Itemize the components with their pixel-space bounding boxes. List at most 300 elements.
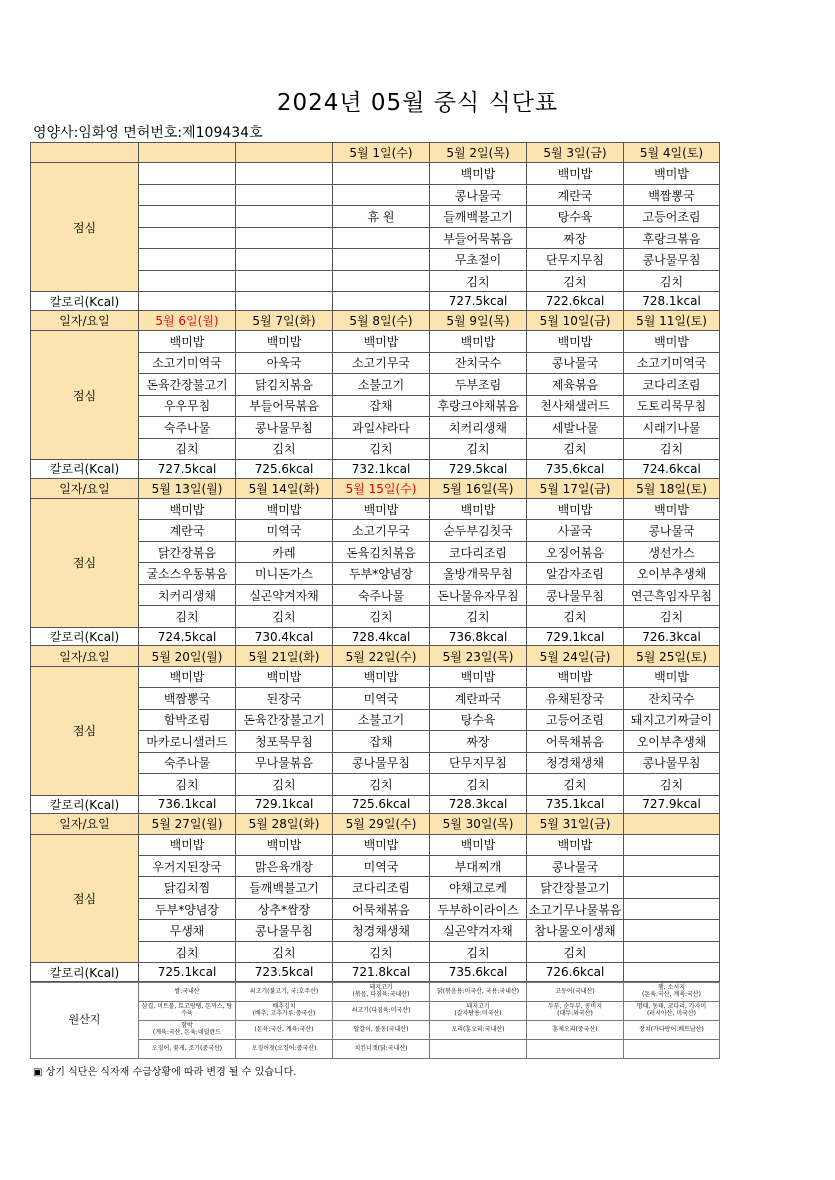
dish-cell: 단무지무침 [527, 249, 624, 270]
dish-cell: 콩나물무침 [624, 752, 720, 773]
dish-cell: 소고기무나물볶음 [527, 898, 624, 919]
dish-cell: 김치 [527, 438, 624, 459]
menu-table [30, 142, 720, 982]
dish-cell: 오징어볶음 [527, 541, 624, 562]
dish-cell: 김치 [236, 774, 333, 795]
dish-cell: 백미밥 [139, 498, 236, 519]
origin-row [31, 983, 720, 1002]
dish-cell: 김치 [624, 606, 720, 627]
dish-cell: 백미밥 [333, 666, 430, 687]
calorie-value: 725.6kcal [236, 460, 333, 478]
dish-cell: 백미밥 [527, 666, 624, 687]
dish-cell: 오이부추생채 [624, 731, 720, 752]
calorie-value: 725.6kcal [333, 795, 430, 813]
day-date: 5월 31일(금) [527, 814, 624, 834]
dish-cell: 무나물볶음 [236, 752, 333, 773]
dish-cell [139, 249, 236, 270]
dish-cell: 미역국 [236, 520, 333, 541]
dish-cell: 돈육간장불고기 [139, 374, 236, 395]
dish-cell: 된장국 [236, 688, 333, 709]
calorie-value: 725.1kcal [139, 963, 236, 982]
dish-cell: 천사채샐러드 [527, 395, 624, 416]
day-date: 5월 24일(금) [527, 646, 624, 666]
dish-cell [624, 856, 720, 877]
day-date: 5월 23일(목) [430, 646, 527, 666]
dish-cell: 백미밥 [333, 834, 430, 855]
calorie-value [236, 292, 333, 310]
origin-cell: 알갈이, 볼동(국내산) [333, 1021, 430, 1040]
dish-cell: 백미밥 [333, 498, 430, 519]
day-date [236, 143, 333, 163]
day-date: 5월 27일(월) [139, 814, 236, 834]
calorie-value: 724.6kcal [624, 460, 720, 478]
dish-cell: 닭김치볶음 [236, 374, 333, 395]
lunch-label: 점심 [31, 834, 139, 963]
calorie-value: 728.1kcal [624, 292, 720, 310]
calorie-value [139, 292, 236, 310]
week-header-row [31, 814, 720, 834]
dish-cell: 김치 [333, 606, 430, 627]
dish-cell: 소불고기 [333, 374, 430, 395]
dish-cell: 김치 [527, 270, 624, 291]
dish-cell: 어묵채볶음 [333, 898, 430, 919]
origin-cell: 명태, 동태, 코다리, 가자미 (러시아산, 미국산) [624, 1002, 720, 1021]
dish-cell: 백미밥 [624, 666, 720, 687]
day-date: 5월 15일(수) [333, 478, 430, 498]
dish-cell [333, 163, 430, 184]
dish-cell: 김치 [139, 606, 236, 627]
dish-cell: 김치 [333, 941, 430, 962]
dish-cell: 김치 [527, 606, 624, 627]
day-date: 5월 20일(월) [139, 646, 236, 666]
dish-cell: 김치 [624, 774, 720, 795]
origin-cell [624, 1040, 720, 1059]
dish-cell: 순두부김칫국 [430, 520, 527, 541]
dish-cell: 과일샤라다 [333, 417, 430, 438]
calorie-value: 727.5kcal [430, 292, 527, 310]
dish-cell: 백미밥 [430, 163, 527, 184]
calorie-value: 735.6kcal [430, 963, 527, 982]
dish-row [31, 331, 720, 352]
origin-cell: (돈육:국산, 계육:국산) [236, 1021, 333, 1040]
day-date: 5월 18일(토) [624, 478, 720, 498]
dish-cell: 코다리조림 [333, 877, 430, 898]
dish-cell: 카레 [236, 541, 333, 562]
dish-cell: 청경채생채 [333, 920, 430, 941]
week-header-row [31, 310, 720, 330]
week-header-row [31, 478, 720, 498]
dish-cell: 김치 [624, 270, 720, 291]
dish-cell: 백미밥 [236, 331, 333, 352]
origin-cell: 햄, 소시지 (돈육:국산, 계육:국산) [624, 983, 720, 1002]
dish-cell: 들깨백불고기 [236, 877, 333, 898]
calorie-value: 722.6kcal [527, 292, 624, 310]
dish-cell: 청경채생채 [527, 752, 624, 773]
dish-cell: 오이부추생채 [624, 563, 720, 584]
dish-cell: 김치 [430, 774, 527, 795]
dish-cell: 백미밥 [139, 331, 236, 352]
dish-cell: 부대찌개 [430, 856, 527, 877]
calorie-value: 729.1kcal [527, 627, 624, 645]
calorie-value: 735.1kcal [527, 795, 624, 813]
day-date: 5월 30일(목) [430, 814, 527, 834]
origin-cell: 쇠고기(다짐육:미국산) [333, 1002, 430, 1021]
origin-cell: 장치(가다랑어:베트남산) [624, 1021, 720, 1040]
calorie-value [333, 292, 430, 310]
dish-cell [236, 270, 333, 291]
origin-cell: 배추김치 (배추, 고추가루:중국산) [236, 1002, 333, 1021]
calorie-row [31, 627, 720, 645]
page-title: 2024년 05월 중식 식단표 [276, 90, 559, 116]
dish-cell: 김치 [139, 941, 236, 962]
dish-cell: 김치 [333, 438, 430, 459]
dish-cell: 두부조림 [430, 374, 527, 395]
dish-cell: 단무지무침 [430, 752, 527, 773]
origin-cell [430, 1040, 527, 1059]
date-day-label: 일자/요일 [31, 310, 139, 330]
dish-cell: 김치 [430, 270, 527, 291]
dish-row [31, 163, 720, 184]
dish-cell: 맑은육개장 [236, 856, 333, 877]
dish-cell: 백미밥 [430, 498, 527, 519]
dish-cell: 야채고로케 [430, 877, 527, 898]
dish-cell: 탕수육 [527, 206, 624, 227]
dish-cell: 함박조림 [139, 709, 236, 730]
dish-cell: 두부*양념장 [139, 898, 236, 919]
calorie-row [31, 292, 720, 310]
calorie-value: 726.6kcal [527, 963, 624, 982]
dish-cell: 콩나물국 [624, 520, 720, 541]
dish-cell [236, 184, 333, 205]
calorie-value: 728.4kcal [333, 627, 430, 645]
calorie-label: 칼로리(Kcal) [31, 460, 139, 478]
day-date: 5월 13일(월) [139, 478, 236, 498]
dish-cell: 콩나물국 [430, 184, 527, 205]
dish-cell: 잔치국수 [430, 352, 527, 373]
calorie-label: 칼로리(Kcal) [31, 627, 139, 645]
dish-cell: 소고기미역국 [139, 352, 236, 373]
day-date: 5월 14일(화) [236, 478, 333, 498]
dish-cell: 계란국 [527, 184, 624, 205]
dish-cell: 부들어묵볶음 [236, 395, 333, 416]
dish-cell: 백미밥 [527, 498, 624, 519]
dish-cell: 콩나물무침 [236, 417, 333, 438]
day-date: 5월 28일(화) [236, 814, 333, 834]
dish-cell: 닭김치찜 [139, 877, 236, 898]
dish-cell: 숙주나물 [333, 584, 430, 605]
dish-cell: 백미밥 [624, 498, 720, 519]
day-date: 5월 22일(수) [333, 646, 430, 666]
dish-cell: 잔치국수 [624, 688, 720, 709]
origin-cell: 돼지고기 (갈자탕용:미국산) [430, 1002, 527, 1021]
dish-cell: 백미밥 [236, 834, 333, 855]
dish-cell [139, 163, 236, 184]
calorie-value: 735.6kcal [527, 460, 624, 478]
calorie-value: 732.1kcal [333, 460, 430, 478]
dish-cell: 아욱국 [236, 352, 333, 373]
dish-cell: 백짬뽕국 [139, 688, 236, 709]
dish-cell: 닭간장불고기 [527, 877, 624, 898]
dish-cell: 콩나물무침 [236, 920, 333, 941]
dish-cell [139, 227, 236, 248]
dish-cell: 소고기무국 [333, 520, 430, 541]
dish-cell: 후랑크야채볶음 [430, 395, 527, 416]
day-date: 5월 29일(수) [333, 814, 430, 834]
calorie-label: 칼로리(Kcal) [31, 963, 139, 982]
calorie-row [31, 963, 720, 982]
dish-cell: 콩나물무침 [624, 249, 720, 270]
dish-cell [139, 184, 236, 205]
dish-cell: 우우무침 [139, 395, 236, 416]
dish-cell: 김치 [430, 941, 527, 962]
calorie-value: 727.5kcal [139, 460, 236, 478]
origin-cell: 오리(훈오리:국내산) [430, 1021, 527, 1040]
calorie-value: 736.1kcal [139, 795, 236, 813]
dish-cell: 김치 [236, 438, 333, 459]
dish-cell: 콩나물무침 [333, 752, 430, 773]
day-date: 5월 6일(월) [139, 310, 236, 330]
dish-cell [333, 184, 430, 205]
day-date: 5월 10일(금) [527, 310, 624, 330]
dish-cell: 백미밥 [430, 666, 527, 687]
dish-cell: 실곤약겨자채 [236, 584, 333, 605]
dish-cell [624, 898, 720, 919]
dish-cell: 콩나물국 [527, 856, 624, 877]
dish-cell: 백미밥 [333, 331, 430, 352]
origin-cell: 훈제오리(중국산) [527, 1021, 624, 1040]
dish-cell [139, 206, 236, 227]
calorie-row [31, 795, 720, 813]
dish-cell: 백미밥 [236, 498, 333, 519]
calorie-value: 730.4kcal [236, 627, 333, 645]
dish-cell: 김치 [236, 606, 333, 627]
day-date: 5월 1일(수) [333, 143, 430, 163]
dish-cell [236, 249, 333, 270]
week-header-row [31, 143, 720, 163]
dish-cell: 알감자조림 [527, 563, 624, 584]
dish-cell: 김치 [333, 774, 430, 795]
dish-cell: 김치 [527, 941, 624, 962]
week-header-row [31, 646, 720, 666]
origin-cell: 두부, 순두부, 콩비지 (대두:외국산) [527, 1002, 624, 1021]
day-date: 5월 25일(토) [624, 646, 720, 666]
dish-cell: 김치 [527, 774, 624, 795]
dish-cell: 백미밥 [139, 834, 236, 855]
day-date: 5월 2일(목) [430, 143, 527, 163]
day-date: 5월 7일(화) [236, 310, 333, 330]
day-date: 5월 17일(금) [527, 478, 624, 498]
dish-cell: 실곤약겨자채 [430, 920, 527, 941]
origin-cell: 오징어젓(오징어:중국산) [236, 1040, 333, 1059]
dish-cell: 세발나물 [527, 417, 624, 438]
day-date [139, 143, 236, 163]
dish-cell: 부들어묵볶음 [430, 227, 527, 248]
dish-cell: 사골국 [527, 520, 624, 541]
footnote: ▣ 상기 식단은 식자재 수급상황에 따라 변경 될 수 있습니다. [33, 1067, 297, 1078]
date-day-label: 일자/요일 [31, 478, 139, 498]
dish-cell: 코다리조림 [430, 541, 527, 562]
dish-cell [236, 163, 333, 184]
dish-cell: 백미밥 [527, 834, 624, 855]
calorie-value: 721.8kcal [333, 963, 430, 982]
date-day-label: 일자/요일 [31, 646, 139, 666]
origin-cell: 치킨너겟(닭:국내산) [333, 1040, 430, 1059]
lunch-label: 점심 [31, 666, 139, 795]
dish-cell: 후랑크볶음 [624, 227, 720, 248]
dish-cell [236, 227, 333, 248]
dish-cell [624, 834, 720, 855]
dish-cell: 치커리생채 [430, 417, 527, 438]
dish-cell [624, 877, 720, 898]
dish-cell: 휴 원 [333, 206, 430, 227]
calorie-row [31, 460, 720, 478]
dish-cell: 미역국 [333, 688, 430, 709]
day-date: 5월 9일(목) [430, 310, 527, 330]
dish-cell: 도토리묵무침 [624, 395, 720, 416]
dish-cell: 김치 [236, 941, 333, 962]
dish-cell: 두부*양념장 [333, 563, 430, 584]
origin-cell: 닭(볶음용:미국산, 국용:국내산) [430, 983, 527, 1002]
dish-cell: 돈나물유자무침 [430, 584, 527, 605]
origin-cell: 오징어, 꽃게, 조기(중국산) [139, 1040, 236, 1059]
origin-cell: 쌀:국내산 [139, 983, 236, 1002]
calorie-value: 729.1kcal [236, 795, 333, 813]
calorie-value: 729.5kcal [430, 460, 527, 478]
origin-label: 원산지 [31, 983, 139, 1059]
dish-cell [139, 270, 236, 291]
dish-cell: 돈육김치볶음 [333, 541, 430, 562]
dish-cell: 청포묵무침 [236, 731, 333, 752]
calorie-label: 칼로리(Kcal) [31, 292, 139, 310]
dish-cell: 김치 [430, 438, 527, 459]
origin-table [30, 982, 720, 1059]
day-date: 5월 16일(목) [430, 478, 527, 498]
day-date [624, 814, 720, 834]
dish-cell: 백미밥 [236, 666, 333, 687]
calorie-value [624, 963, 720, 982]
dish-cell: 소고기무국 [333, 352, 430, 373]
dish-cell: 고등어조림 [527, 709, 624, 730]
dietitian-info: 영양사:임화영 면허번호:제109434호 [33, 125, 263, 141]
origin-cell: 함박 (계육:국산, 돈육:네덜란드 [139, 1021, 236, 1040]
dish-cell [624, 920, 720, 941]
calorie-value: 726.3kcal [624, 627, 720, 645]
dish-cell: 백짬뽕국 [624, 184, 720, 205]
dish-cell: 우거지된장국 [139, 856, 236, 877]
dish-cell: 무생채 [139, 920, 236, 941]
calorie-value: 723.5kcal [236, 963, 333, 982]
calorie-value: 736.8kcal [430, 627, 527, 645]
dish-cell: 백미밥 [430, 834, 527, 855]
dish-cell: 고등어조림 [624, 206, 720, 227]
dish-cell: 백미밥 [139, 666, 236, 687]
dish-cell: 계란국 [139, 520, 236, 541]
dish-cell [333, 270, 430, 291]
dish-cell: 코다리조림 [624, 374, 720, 395]
dish-cell: 김치 [139, 438, 236, 459]
dish-cell: 소불고기 [333, 709, 430, 730]
origin-cell: 쇠고기(불고기, 국:호주산) [236, 983, 333, 1002]
dish-cell: 김치 [624, 438, 720, 459]
calorie-label: 칼로리(Kcal) [31, 795, 139, 813]
dish-cell: 치커리생채 [139, 584, 236, 605]
dish-cell: 돈육간장불고기 [236, 709, 333, 730]
day-date: 5월 3일(금) [527, 143, 624, 163]
origin-cell: 고등어(국내산) [527, 983, 624, 1002]
calorie-value: 724.5kcal [139, 627, 236, 645]
dish-cell: 소고기미역국 [624, 352, 720, 373]
dish-cell: 짜장 [430, 731, 527, 752]
dish-cell [624, 941, 720, 962]
dish-cell: 시래기나물 [624, 417, 720, 438]
dish-cell: 상추*쌈장 [236, 898, 333, 919]
dish-cell: 돼지고기짜글이 [624, 709, 720, 730]
dish-cell: 백미밥 [624, 331, 720, 352]
dish-cell: 콩나물무침 [527, 584, 624, 605]
dish-cell: 콩나물국 [527, 352, 624, 373]
origin-cell [527, 1040, 624, 1059]
calorie-value: 727.9kcal [624, 795, 720, 813]
dish-row [31, 498, 720, 519]
dish-cell [333, 249, 430, 270]
dish-cell: 숙주나물 [139, 417, 236, 438]
dish-cell: 연근흑임자무침 [624, 584, 720, 605]
dish-cell: 잡채 [333, 731, 430, 752]
lunch-label: 점심 [31, 163, 139, 292]
dish-cell: 유채된장국 [527, 688, 624, 709]
dish-row [31, 666, 720, 687]
dish-cell: 백미밥 [430, 331, 527, 352]
dish-cell: 마카로니샐러드 [139, 731, 236, 752]
dish-cell [333, 227, 430, 248]
dish-cell: 잡채 [333, 395, 430, 416]
dish-cell: 백미밥 [624, 163, 720, 184]
dish-cell: 어묵채볶음 [527, 731, 624, 752]
dish-cell: 김치 [430, 606, 527, 627]
dish-cell: 숙주나물 [139, 752, 236, 773]
calorie-value: 728.3kcal [430, 795, 527, 813]
lunch-label: 점심 [31, 498, 139, 627]
dish-cell: 백미밥 [527, 331, 624, 352]
date-day-label [31, 143, 139, 163]
dish-cell: 들깨백불고기 [430, 206, 527, 227]
dish-cell: 백미밥 [527, 163, 624, 184]
lunch-label: 점심 [31, 331, 139, 460]
dish-cell: 계란파국 [430, 688, 527, 709]
dish-cell: 참나물오이생채 [527, 920, 624, 941]
dish-cell: 김치 [139, 774, 236, 795]
dish-cell [236, 206, 333, 227]
day-date: 5월 4일(토) [624, 143, 720, 163]
dish-cell: 미역국 [333, 856, 430, 877]
origin-cell: 삼겹, 미트볼, 토고랑땡, 돈까스, 탕수육 [139, 1002, 236, 1021]
dish-cell: 생선가스 [624, 541, 720, 562]
date-day-label: 일자/요일 [31, 814, 139, 834]
dish-cell: 닭간장볶음 [139, 541, 236, 562]
dish-cell: 무초절이 [430, 249, 527, 270]
dish-cell: 올방개묵무침 [430, 563, 527, 584]
day-date: 5월 21일(화) [236, 646, 333, 666]
origin-cell: 돼지고기 (볶음, 다짐육:국내산) [333, 983, 430, 1002]
dish-row [31, 834, 720, 855]
dish-cell: 제육볶음 [527, 374, 624, 395]
dish-cell: 미니돈가스 [236, 563, 333, 584]
dish-cell: 굴소스우동볶음 [139, 563, 236, 584]
dish-cell: 두부하이라이스 [430, 898, 527, 919]
day-date: 5월 11일(토) [624, 310, 720, 330]
day-date: 5월 8일(수) [333, 310, 430, 330]
dish-cell: 탕수육 [430, 709, 527, 730]
